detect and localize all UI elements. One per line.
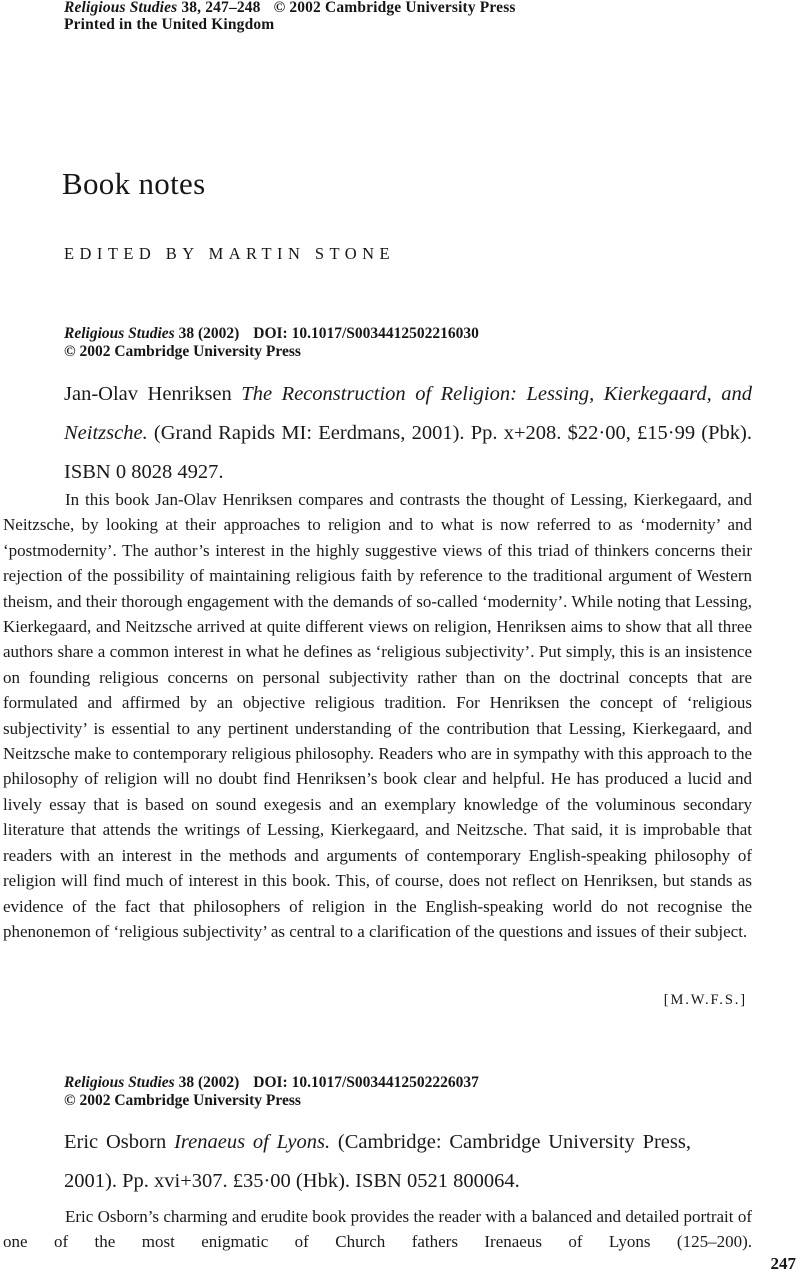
editor-line: EDITED BY MARTIN STONE [64, 244, 395, 263]
journal-volume: 38 [178, 1074, 195, 1091]
review-text-2: Eric Osborn’s charming and erudite book provides the reader with a balanced and detailed portrait of one of the most enigmatic of Church fathers Irenaeus of Lyons (125–200). [3, 1207, 752, 1252]
citation-author: Jan-Olav Henriksen [64, 383, 242, 405]
journal-name: Religious Studies [64, 1074, 175, 1091]
book-citation-2 [64, 1123, 691, 1201]
citation-author: Eric Osborn [64, 1131, 175, 1153]
doi-line-1 [64, 325, 744, 343]
doi-block-1 [64, 325, 744, 361]
printed-in-line: Printed in the United Kingdom [64, 15, 275, 33]
doi-year: (2002) [197, 1074, 240, 1091]
page-number: 247 [770, 1254, 796, 1273]
review-text-1: In this book Jan-Olav Henriksen compares and contrasts the thought of Lessing, Kierkegaard, and Neitzsche, by looking at their approaches to religion and to what is now referred to as ‘modernity’ and ‘postmodernity’. The author’s interest in the highly suggestive views of this triad of thinkers concerns their rejection of the possibility of maintaining religious faith by reference to the traditional argument of Western theism, and their thorough engagement with the demands of so-called ‘modernity’. While noting that Lessing, Kierkegaard, and Neitzsche arrived at quite different views on religion, Henriksen aims to show that all three authors share a common interest in what he defines as ‘religious subjectivity’. Put simply, this is an insistence on founding religious concerns on personal subjectivity rather than on the doctrinal concepts that are formulated and affirmed by an objective religious tradition. For Henriksen the concept of ‘religious subjectivity’ is essential to any pertinent understanding of the contribution that Lessing, Kierkegaard, and Neitzsche make to contemporary religious philosophy. Readers who are in sympathy with this approach to the philosophy of religion will no doubt find Henriksen’s book clear and helpful. He has produced a lucid and lively essay that is based on sound exegesis and an exemplary knowledge of the voluminous secondary literature that attends the writings of Lessing, Kierkegaard, and Neitzsche. That said, it is improbable that readers with an interest in the methods and arguments of contemporary English-speaking philosophy of religion will find much of interest in this book. This, of course, does not reflect on Henriksen, but stands as evidence of the fact that philosophers of religion in the English-speaking world do not recognise the phenonemon of ‘religious subjectivity’ as central to a clarification of the questions and issues of their subject. [3, 490, 752, 941]
doi-number: DOI: 10.1017/S0034412502216030 [253, 325, 479, 342]
journal-header-line1 [64, 0, 664, 17]
book-citation-1 [64, 375, 752, 492]
citation-details: (Cambridge: Cambridge University Press, 2001). Pp. xvi+307. £35·00 (Hbk). ISBN 0521 800064. [64, 1131, 691, 1192]
journal-volume: 38 [181, 0, 198, 16]
citation-book-title: Irenaeus of Lyons. [174, 1131, 331, 1153]
journal-name: Religious Studies [64, 325, 175, 342]
doi-block-2 [64, 1074, 744, 1110]
journal-running-header [64, 0, 664, 33]
page-title: Book notes [62, 166, 206, 201]
doi-line-1 [64, 1074, 744, 1092]
journal-name: Religious Studies [64, 0, 178, 16]
citation-details: (Grand Rapids MI: Eerdmans, 2001). Pp. x+208. $22·00, £15·99 (Pbk). ISBN 0 8028 4927. [64, 422, 752, 483]
journal-copyright: © 2002 Cambridge University Press [273, 0, 516, 16]
doi-copyright: © 2002 Cambridge University Press [64, 1092, 301, 1109]
doi-year: (2002) [197, 325, 240, 342]
doi-copyright: © 2002 Cambridge University Press [64, 343, 301, 360]
reviewer-attribution: [M.W.F.S.] [663, 992, 747, 1008]
journal-pages: , 247–248 [197, 0, 261, 16]
citation-book-title: The Reconstruction of Religion: Lessing, Kierkegaard, and Neitzsche. [64, 383, 752, 444]
doi-number: DOI: 10.1017/S0034412502226037 [253, 1074, 479, 1091]
journal-volume: 38 [178, 325, 195, 342]
